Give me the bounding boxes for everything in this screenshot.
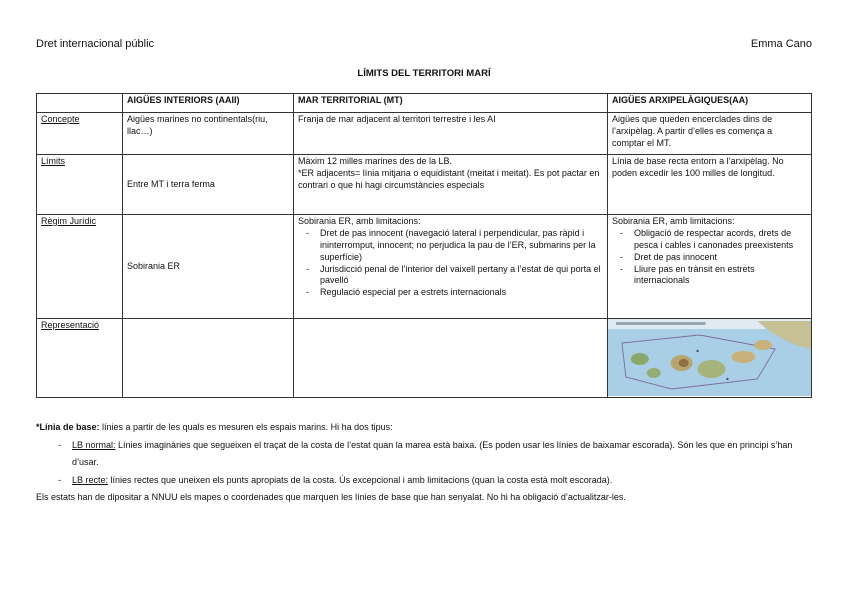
note-linia-base	[36, 419, 816, 437]
notes-section	[36, 419, 816, 507]
note-lb-recte	[72, 472, 816, 490]
limits-aa: Línia de base recta entorn a l’arxipèlag. No poden excedir les 100 milles de longitud.	[608, 155, 812, 215]
regim-aa-intro: Sobirania ER, amb limitacions:	[612, 216, 735, 226]
list-item: - Dret de pas innocent (navegació lateral i perpendicular, pas ràpid i ininterromput, innocent; no perjudica la pau de l’ER, submarins per la superfície)	[320, 228, 603, 264]
table-row-concepte	[37, 113, 812, 155]
regim-mt-intro: Sobirania ER, amb limitacions:	[298, 216, 421, 226]
row-label-regim: Règim Jurídic	[37, 215, 123, 319]
note-linia-text: línies a partir de les quals es mesuren els espais marins. Hi ha dos tipus:	[99, 422, 393, 432]
row-label-representacio: Representació	[37, 319, 123, 398]
note-final: Els estats han de dipositar a NNUU els mapes o coordenades que marquen les línies de base que han senyalat. No hi ha obligació d’actualitzar-les.	[36, 492, 626, 503]
lb-normal-term: LB normal:	[72, 439, 116, 450]
list-item: - Dret de pas innocent	[634, 252, 807, 264]
column-header-aa: AIGÜES ARXIPELÀGIQUES(AA)	[608, 94, 812, 113]
header-course: Dret internacional públic	[36, 38, 155, 50]
note-linia-term: *Línia de base:	[36, 422, 100, 432]
archipelago-map-image	[608, 319, 811, 396]
list-item: - Obligació de respectar acords, drets de pesca i cables i canonades preexistents	[634, 228, 807, 252]
row-label-limits: Límits	[37, 155, 123, 215]
concepte-aa: Aigües que queden encerclades dins de l’arxipèlag. A partir d’elles es comença a comptar el MT.	[608, 113, 812, 155]
table-header-row	[37, 94, 812, 113]
header-author: Emma Cano	[750, 38, 812, 50]
column-header-aaii: AIGÜES INTERIORS (AAII)	[123, 94, 294, 113]
maritime-limits-table	[36, 93, 812, 398]
column-header-mt: MAR TERRITORIAL (MT)	[294, 94, 608, 113]
list-item: - Regulació especial per a estrets internacionals	[320, 287, 603, 299]
limits-mt	[294, 155, 608, 215]
limits-aaii: Entre MT i terra ferma	[123, 155, 294, 215]
lb-normal-text: Línies imaginàries que segueixen el traçat de la costa de l’estat quan la marea està baixa. (Es poden usar les línies de baixamar escorada). Són les que en principi s’han d’usar.	[72, 439, 793, 468]
list-item: - Jurisdicció penal de l’interior del vaixell pertany a l’estat de qui porta el pavelló	[320, 264, 603, 288]
limits-mt-line2: *ER adjacents= línia mitjana o equidistant (meitat i meitat). Es pot pactar en contrari o que hi hagi circumstàncies especials	[298, 167, 600, 190]
lb-recte-text: línies rectes que uneixen els punts apropiats de la costa. Ús excepcional i amb limitacions (quan la costa està molt escorada).	[108, 474, 613, 485]
representacio-mt	[294, 319, 608, 398]
regim-aaii: Sobirania ER	[123, 215, 294, 319]
page-title: LÍMITS DEL TERRITORI MARÍ	[357, 68, 491, 79]
table-row-limits	[37, 155, 812, 215]
representacio-aa	[608, 319, 812, 398]
regim-aa-list	[612, 228, 807, 287]
note-lb-list	[36, 437, 816, 490]
regim-mt-list	[298, 228, 603, 299]
header-empty-cell	[37, 94, 123, 113]
concepte-mt: Franja de mar adjacent al territori terrestre i les AI	[294, 113, 608, 155]
regim-aa	[608, 215, 812, 319]
table-row-regim	[37, 215, 812, 319]
representacio-aaii	[123, 319, 294, 398]
concepte-aaii: Aigües marines no continentals(riu, llac…)	[123, 113, 294, 155]
note-lb-normal	[72, 437, 816, 472]
lb-recte-term: LB recte:	[72, 474, 109, 485]
row-label-concepte: Concepte	[37, 113, 123, 155]
list-item: - Lliure pas en trànsit en estrets internacionals	[634, 264, 807, 288]
regim-mt	[294, 215, 608, 319]
limits-mt-line1: Màxim 12 milles marines des de la LB.	[298, 156, 453, 166]
table-row-representacio	[37, 319, 812, 398]
